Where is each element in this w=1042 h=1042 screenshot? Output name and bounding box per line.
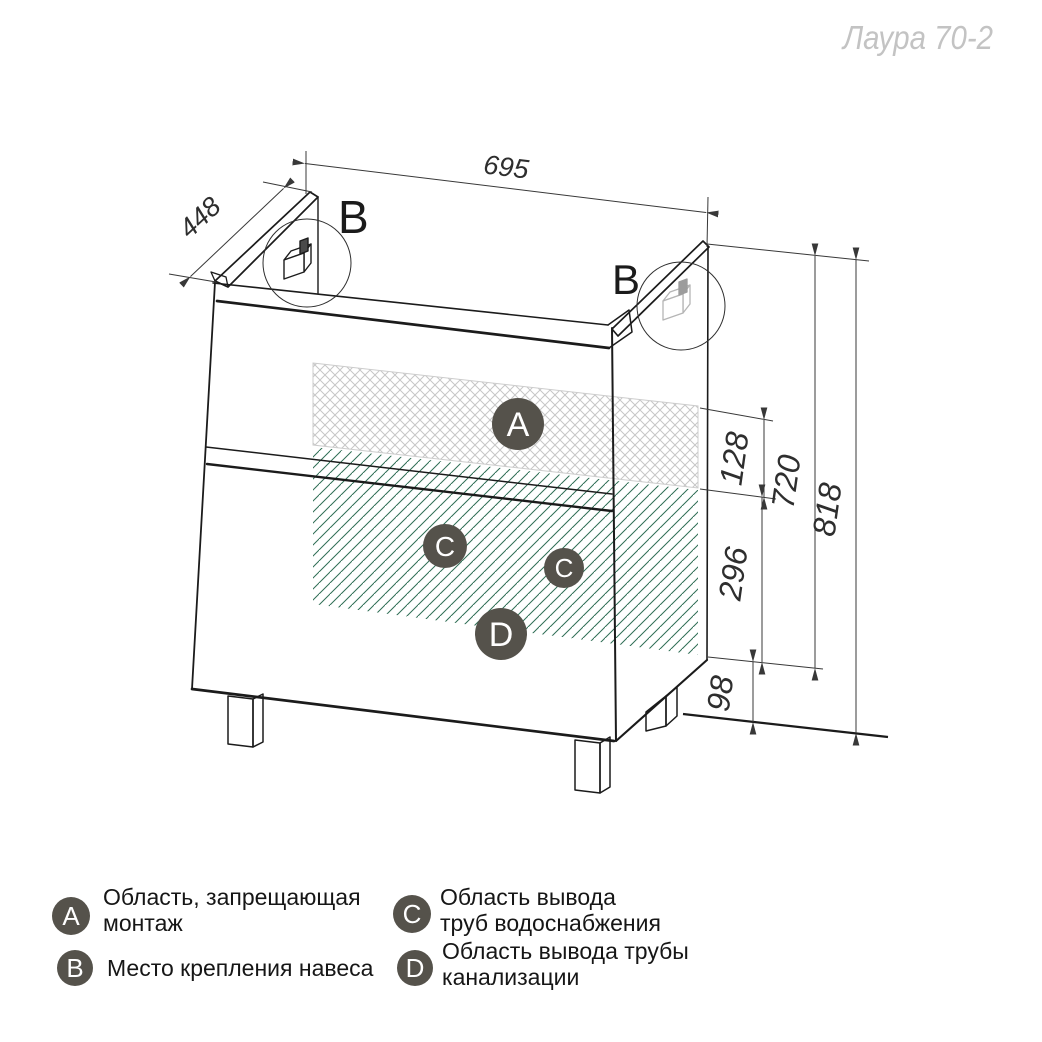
- dim-text-720: 720: [764, 452, 808, 511]
- mount-label-right: B: [612, 256, 641, 303]
- legend-b-line1: Место крепления навеса: [107, 955, 374, 981]
- legend-b-letter: B: [66, 953, 84, 983]
- legend-a-letter: A: [62, 901, 80, 931]
- dim-text-448: 448: [173, 191, 227, 244]
- dim-text-695: 695: [481, 149, 531, 185]
- legend-d-line1: Область вывода трубы: [442, 938, 689, 964]
- mount-label-left: B: [338, 191, 369, 243]
- right-panel-rear-edge: [707, 247, 708, 660]
- zone-a-letter: A: [506, 406, 530, 444]
- zone-d-letter: D: [488, 616, 514, 654]
- legend-a-line2: монтаж: [103, 910, 183, 936]
- legend-c-line2: труб водоснабжения: [440, 910, 661, 936]
- dim-text-98: 98: [699, 673, 741, 714]
- zone-c2-letter: C: [554, 553, 574, 583]
- dim-text-128: 128: [712, 429, 756, 488]
- legend-d-line2: канализации: [442, 964, 580, 990]
- legend-a-line1: Область, запрещающая: [103, 884, 361, 910]
- page-title: Лаура 70-2: [841, 19, 993, 56]
- legend-d-letter: D: [405, 953, 425, 983]
- dim-text-818: 818: [805, 480, 849, 539]
- legend-c-line1: Область вывода: [440, 884, 616, 910]
- dim-text-296: 296: [711, 544, 755, 603]
- zone-c1-letter: C: [434, 531, 456, 562]
- legend-c-letter: C: [402, 899, 422, 929]
